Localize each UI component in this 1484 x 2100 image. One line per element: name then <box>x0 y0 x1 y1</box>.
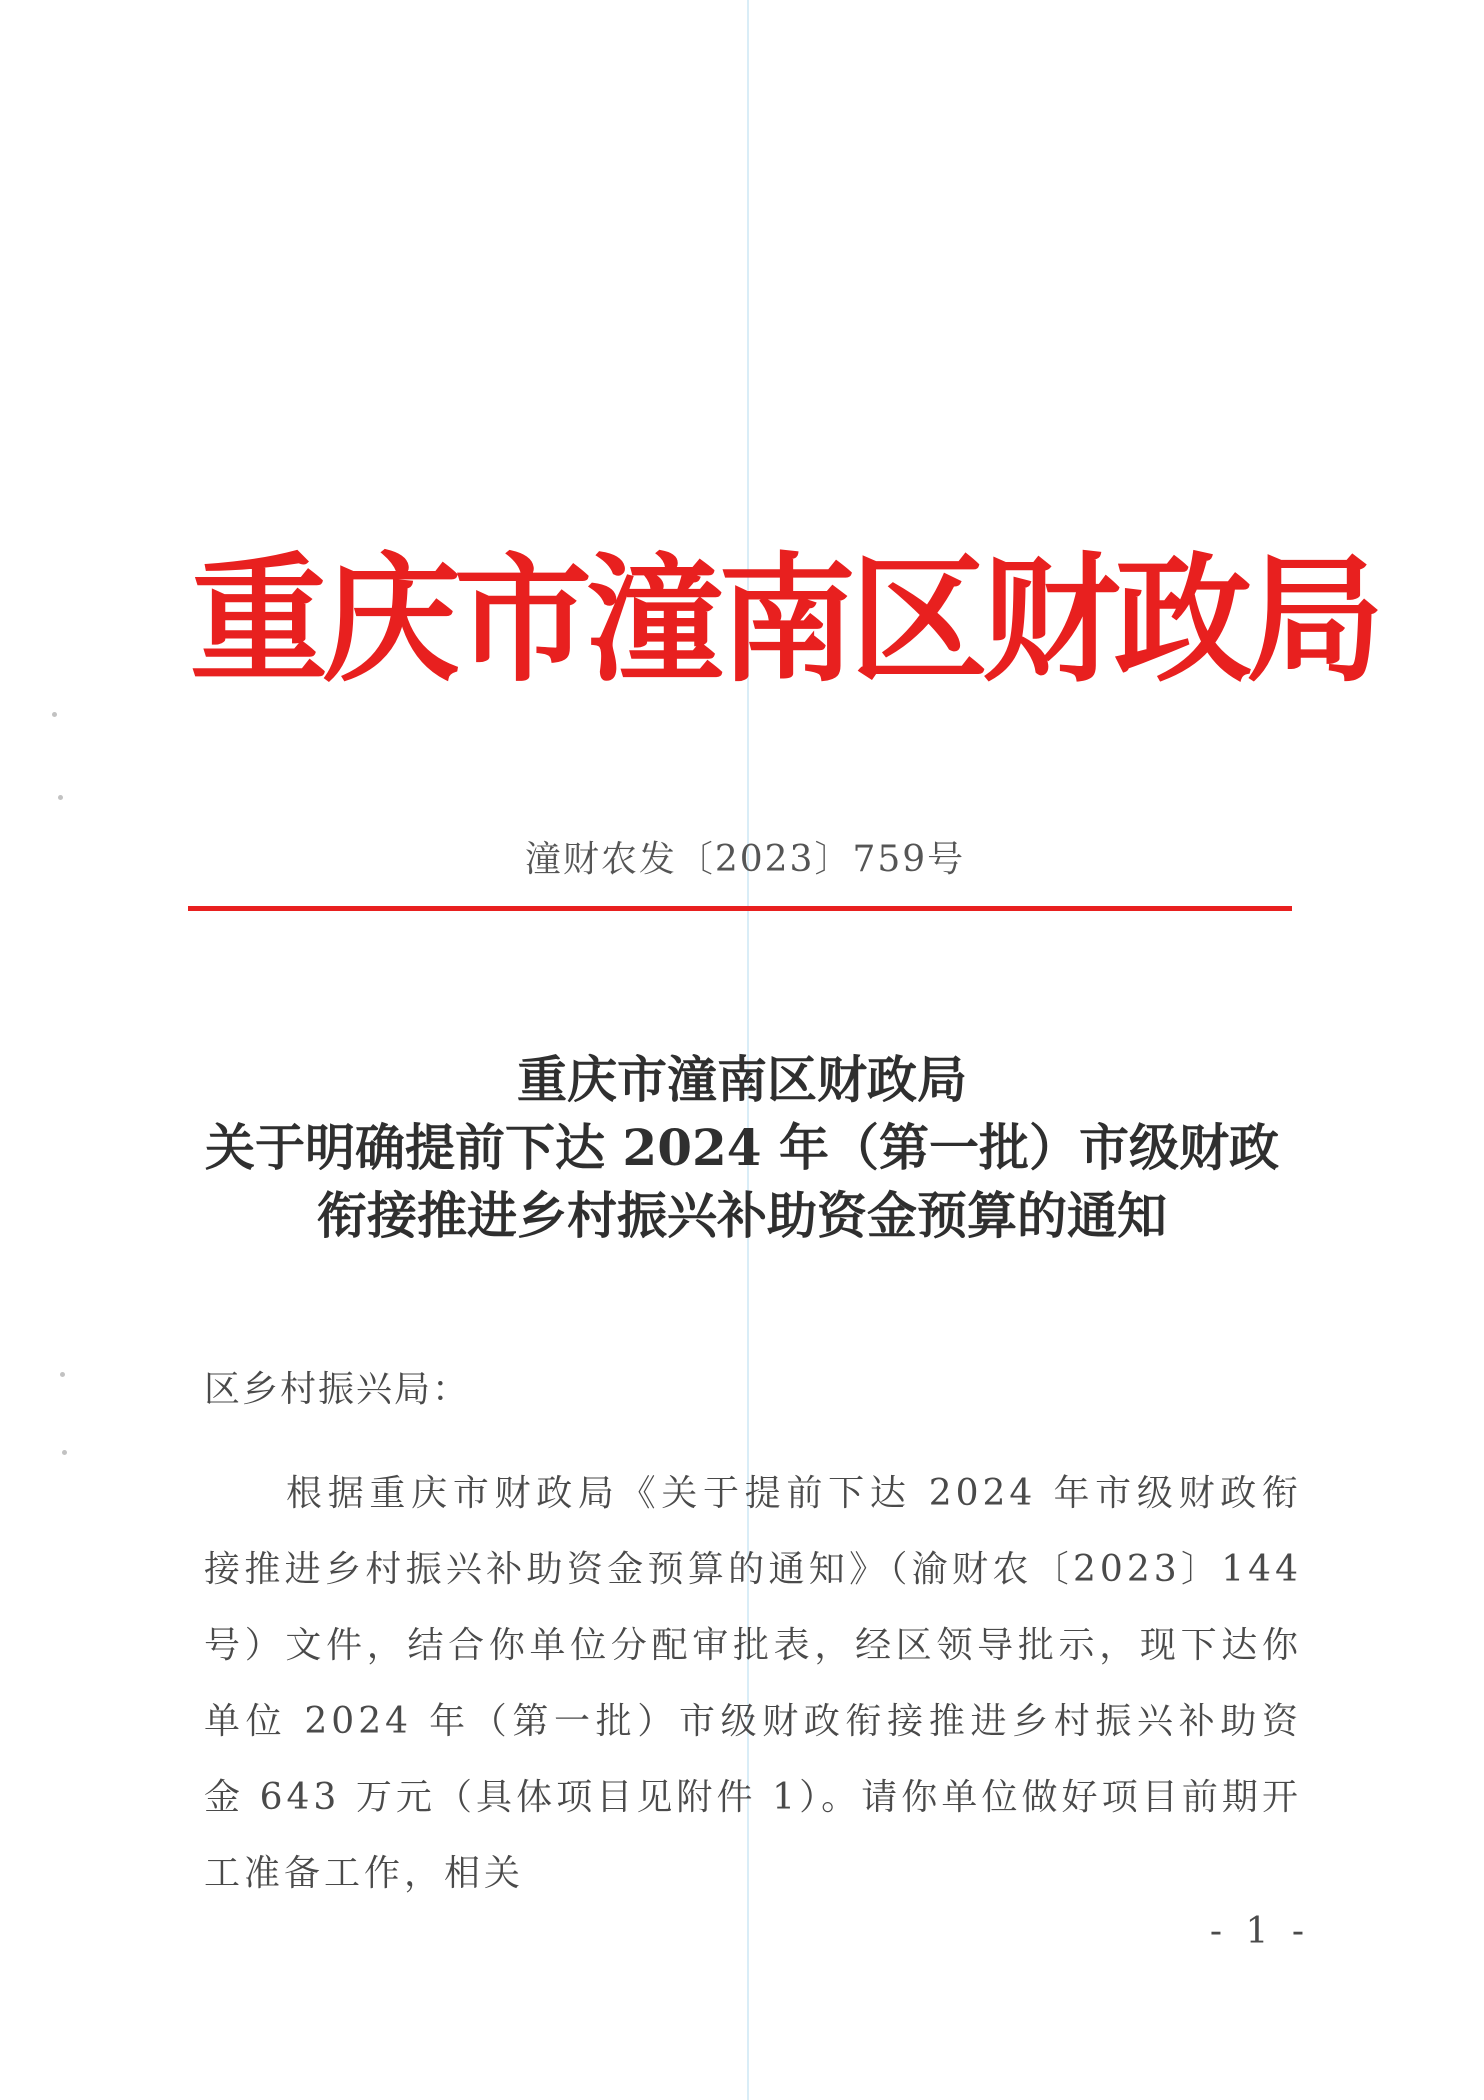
title-line-3: 衔接推进乡村振兴补助资金预算的通知 <box>317 1186 1167 1245</box>
document-title <box>160 1046 1324 1250</box>
page-number: - 1 - <box>1209 1911 1310 1952</box>
body-paragraph: 根据重庆市财政局《关于提前下达 2024 年市级财政衔接推进乡村振兴补助资金预算的通知》（渝财农〔2023〕144 号）文件，结合你单位分配审批表，经区领导批示，现下达你单位 2024 年（第一批）市级财政衔接推进乡村振兴补助资金 643 万元（具体项目见附件 1）。请你单位做好项目前期开工准备工作，相关 <box>204 1473 1302 1894</box>
red-divider-line <box>188 906 1292 911</box>
scan-speck <box>62 1450 67 1455</box>
issuer-header: 重庆市潼南区财政局 <box>190 538 1379 701</box>
scan-speck <box>58 795 63 800</box>
title-line-1: 重庆市潼南区财政局 <box>517 1050 967 1109</box>
scan-speck <box>60 1372 65 1377</box>
title-line-2: 关于明确提前下达 2024 年（第一批）市级财政 <box>205 1118 1279 1177</box>
salutation: 区乡村振兴局： <box>204 1369 471 1410</box>
scan-speck <box>52 712 57 717</box>
document-number: 潼财农发〔2023〕759号 <box>524 839 966 880</box>
